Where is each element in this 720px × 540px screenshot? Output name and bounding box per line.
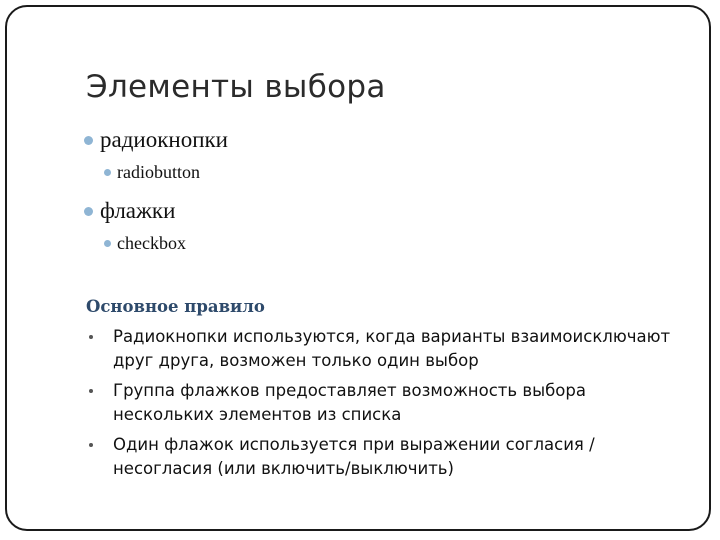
bullet-label: радиокнопки bbox=[100, 127, 228, 152]
small-bullet-icon bbox=[89, 443, 93, 447]
rule-text: Группа флажков предоставляет возможность выбора нескольких элементов из списка bbox=[113, 381, 586, 424]
bullet-dot-icon bbox=[104, 240, 111, 247]
rules-heading: Основное правило bbox=[86, 297, 265, 316]
small-bullet-icon bbox=[89, 335, 93, 339]
bullet-dot-icon bbox=[104, 169, 111, 176]
slide-frame bbox=[5, 5, 711, 531]
rule-text: Радиокнопки используются, когда варианты взаимоисключают друг друга, возможен только один выбор bbox=[113, 327, 671, 370]
small-bullet-icon bbox=[89, 389, 93, 393]
bullet-label: флажки bbox=[100, 198, 176, 223]
bullet-dot-icon bbox=[84, 136, 93, 145]
bullet-radiobuttons bbox=[84, 127, 228, 153]
rule-item bbox=[86, 433, 686, 481]
rule-item bbox=[86, 379, 686, 427]
slide-title: Элементы выбора bbox=[86, 69, 386, 105]
sub-bullet-checkbox bbox=[104, 233, 186, 254]
bullet-dot-icon bbox=[84, 207, 93, 216]
sub-bullet-radiobutton bbox=[104, 162, 200, 183]
bullet-checkboxes bbox=[84, 198, 175, 224]
rule-text: Один флажок используется при выражении согласия / несогласия (или включить/выключить) bbox=[113, 435, 595, 478]
sub-bullet-label: radiobutton bbox=[117, 162, 200, 182]
sub-bullet-label: checkbox bbox=[117, 233, 186, 253]
rule-item bbox=[86, 325, 686, 373]
